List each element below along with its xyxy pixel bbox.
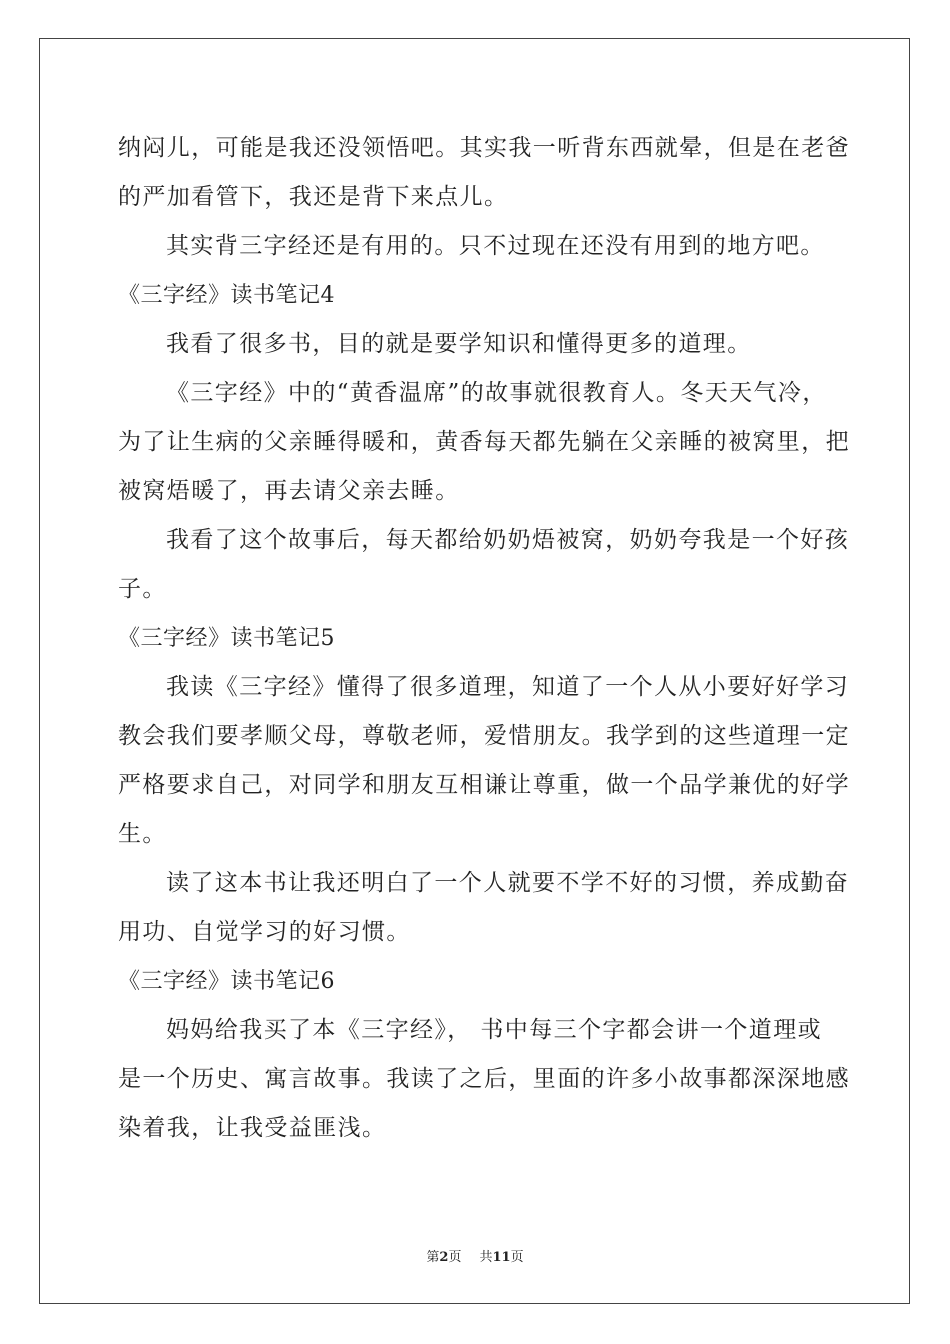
page-footer [0, 1246, 950, 1265]
paragraph-line: 我看了很多书，目的就是要学知识和懂得更多的道理。 [166, 331, 752, 357]
section-heading: 《三字经》读书笔记6 [118, 969, 335, 994]
page-number: 2 [439, 1250, 449, 1265]
total-prefix: 共 [479, 1250, 493, 1265]
paragraph-line: 染着我，让我受益匪浅。 [118, 1115, 387, 1141]
paragraph-line: 子。 [118, 576, 167, 602]
paragraph-line: 我读《三字经》懂得了很多道理，知道了一个人从小要好好学习 [166, 674, 850, 700]
paragraph-line: 其实背三字经还是有用的。只不过现在还没有用到的地方吧。 [166, 233, 825, 259]
document-body [118, 124, 850, 1153]
section-heading: 《三字经》读书笔记4 [118, 283, 335, 308]
paragraph-line: 纳闷儿，可能是我还没领悟吧。其实我一听背东西就晕，但是在老爸 [118, 135, 850, 161]
total-suffix: 页 [510, 1250, 524, 1265]
paragraph-line: 妈妈给我买了本《三字经》， 书中每三个字都会讲一个道理或 [166, 1017, 823, 1043]
paragraph-line: 用功、自觉学习的好习惯。 [118, 919, 411, 945]
paragraph-line: 读了这本书让我还明白了一个人就要不学不好的习惯，养成勤奋 [166, 870, 850, 896]
paragraph-line: 为了让生病的父亲睡得暖和，黄香每天都先躺在父亲睡的被窝里，把 [118, 429, 850, 455]
paragraph-line: 教会我们要孝顺父母，尊敬老师，爱惜朋友。我学到的这些道理一定 [118, 723, 850, 749]
paragraph-line: 是一个历史、寓言故事。我读了之后，里面的许多小故事都深深地感 [118, 1066, 850, 1092]
section-heading: 《三字经》读书笔记5 [118, 626, 335, 651]
paragraph-line: 生。 [118, 821, 167, 847]
paragraph-line: 我看了这个故事后，每天都给奶奶焐被窝，奶奶夸我是一个好孩 [166, 527, 850, 553]
page-prefix: 第 [426, 1250, 440, 1265]
page-suffix: 页 [448, 1250, 462, 1265]
paragraph-line: 的严加看管下，我还是背下来点儿。 [118, 184, 509, 210]
total-pages: 11 [492, 1250, 511, 1265]
paragraph-line: 被窝焐暖了，再去请父亲去睡。 [118, 478, 460, 504]
paragraph-line: 严格要求自己，对同学和朋友互相谦让尊重，做一个品学兼优的好学 [118, 772, 850, 798]
paragraph-line: 《三字经》中的“黄香温席”的故事就很教育人。冬天天气冷， [166, 380, 827, 406]
